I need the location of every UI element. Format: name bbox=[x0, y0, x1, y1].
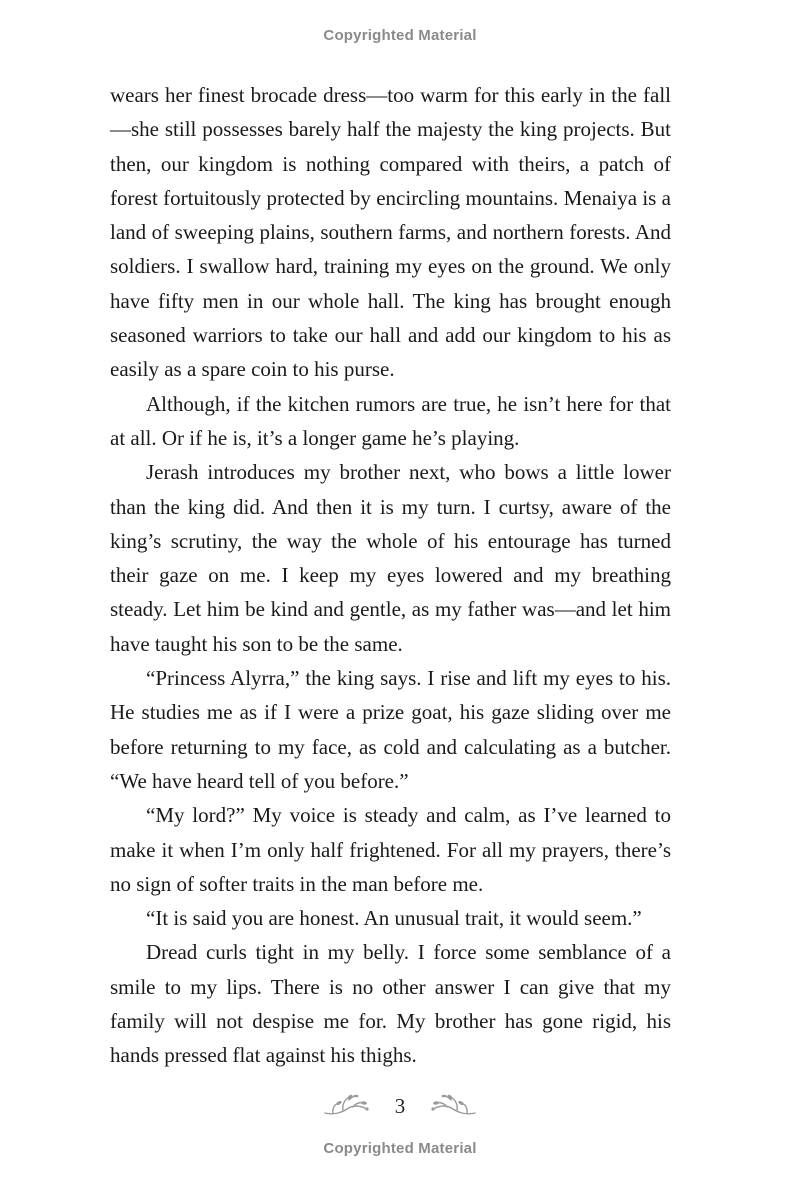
paragraph-6: “It is said you are honest. An unusual trait, it would seem.” bbox=[146, 906, 642, 931]
copyright-watermark-top: Copyrighted Material bbox=[323, 27, 477, 44]
leaf-flourish-right-icon bbox=[429, 1091, 477, 1121]
paragraph-3: Jerash introduces my brother next, who bows a little lower than the king did. And then it is my turn. I curtsy, aware of the king’s scrutiny, the way the whole of his entourage has turned their gaze on me. I keep my eyes lowered and my breathing steady. Let him be kind and gentle, as my father was—and let him have taught his son to be the same. bbox=[110, 460, 671, 656]
leaf-flourish-left-icon bbox=[323, 1091, 371, 1121]
paragraph-2: Although, if the kitchen rumors are true, he isn’t here for that at all. Or if he is, it’s a longer game he’s playing. bbox=[110, 391, 671, 450]
page-number: 3 bbox=[394, 1094, 406, 1118]
copyright-watermark-bottom: Copyrighted Material bbox=[323, 1140, 477, 1157]
paragraph-1: wears her finest brocade dress—too warm for this early in the fall—she still possesses barely half the majesty the king projects. But then, our kingdom is nothing compared with theirs, a patch of forest fortuitously protected by encircling mountains. Menaiya is a land of sweeping plains, southern farms, and northern forests. And soldiers. I swallow hard, training my eyes on the ground. We only have fifty men in our whole hall. The king has brought enough seasoned warriors to take our hall and add our kingdom to his as easily as a spare coin to his purse. bbox=[110, 83, 671, 382]
page-body-text bbox=[110, 78, 671, 1073]
paragraph-7: Dread curls tight in my belly. I force some semblance of a smile to my lips. There is no other answer I can give that my family will not despise me for. My brother has gone rigid, his hands pressed flat against his thighs. bbox=[110, 940, 671, 1068]
page-folio bbox=[0, 1088, 800, 1124]
paragraph-5: “My lord?” My voice is steady and calm, as I’ve learned to make it when I’m only half frightened. For all my prayers, there’s no sign of softer traits in the man before me. bbox=[110, 803, 671, 896]
paragraph-4: “Princess Alyrra,” the king says. I rise and lift my eyes to his. He studies me as if I were a prize goat, his gaze sliding over me before returning to my face, as cold and calculating as a butcher. “We have heard tell of you before.” bbox=[110, 666, 671, 793]
